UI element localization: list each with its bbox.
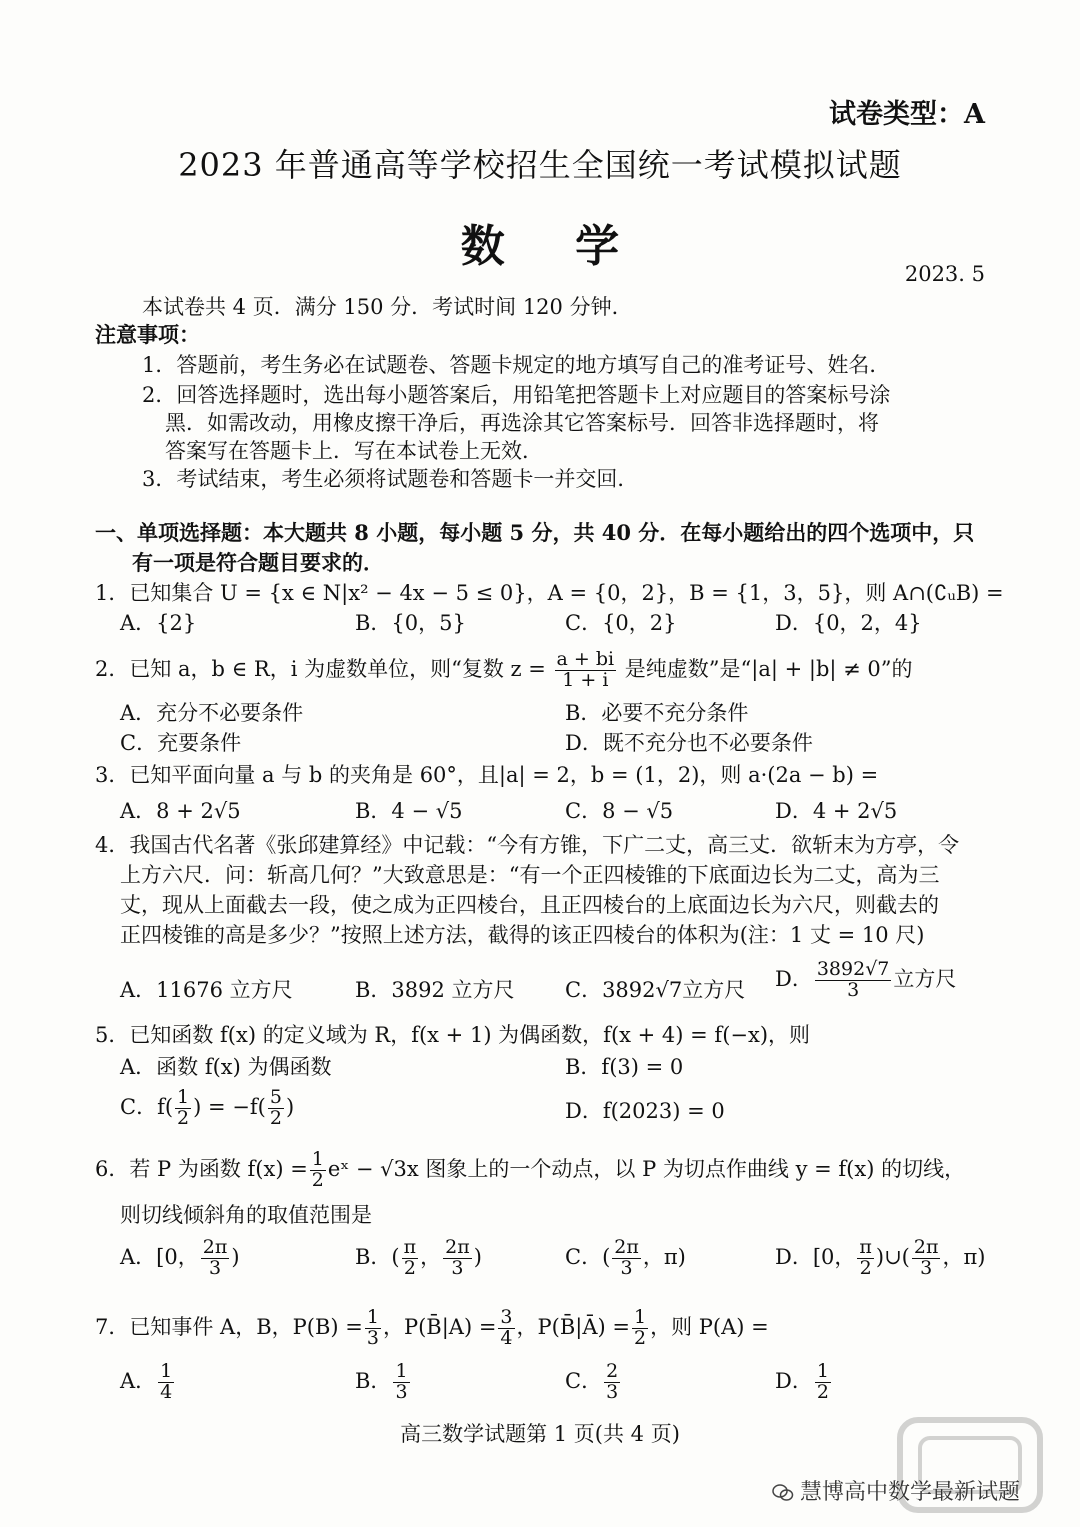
frac-denominator: 4 xyxy=(500,1326,513,1349)
frac-denominator: 1 + i xyxy=(562,668,609,691)
frac-numerator: 5 xyxy=(269,1086,282,1108)
frac-numerator: 2π xyxy=(445,1236,470,1258)
watermark-text: 慧博高中数学最新试题 xyxy=(799,1480,1020,1505)
q7-option-d xyxy=(775,1362,833,1403)
q2-fraction xyxy=(555,650,617,691)
q1-option-c: C．{0，2} xyxy=(565,611,677,635)
subject-title: 数学 xyxy=(460,221,690,272)
q2-stem-part: 是纯虚数”是“|a| + |b| ≠ 0”的 xyxy=(624,656,913,681)
question-7-stem xyxy=(95,1308,769,1349)
question-1-stem: 1．已知集合 U = {x ∈ N|x² − 4x − 5 ≤ 0}，A = {0，2}，B = {1，3，5}，则 A∩(∁ᵤB) = xyxy=(95,581,1004,605)
option-text: ) xyxy=(231,1244,240,1269)
q1-option-b: B．{0，5} xyxy=(355,611,466,635)
section-heading-cont: 有一项是符合题目要求的． xyxy=(132,550,384,575)
frac-denominator: 3 xyxy=(920,1256,933,1279)
option-text: ) xyxy=(473,1244,482,1269)
question-4-line: 丈，现从上面截去一段，使之成为正四棱台，且正四棱台的上底面边长为六尺，则截去的 xyxy=(120,893,939,917)
q6-option-a xyxy=(120,1238,240,1279)
fraction xyxy=(365,1308,381,1349)
frac-denominator: 2 xyxy=(269,1106,282,1129)
frac-numerator: 3892√7 xyxy=(816,958,890,980)
frac-numerator: 1 xyxy=(816,1360,829,1382)
fraction xyxy=(912,1238,941,1279)
q2-option-c: C．充要条件 xyxy=(120,731,242,755)
frac-denominator: 3 xyxy=(395,1380,408,1403)
note-item: 黑．如需改动，用橡皮擦干净后，再选涂其它答案标号．回答非选择题时，将 xyxy=(165,411,879,435)
frac-denominator: 2 xyxy=(816,1380,829,1403)
frac-numerator: 1 xyxy=(311,1148,324,1170)
frac-denominator: 2 xyxy=(177,1106,190,1129)
frac-numerator: 3 xyxy=(500,1306,513,1328)
q4-option-c: C．3892√7立方尺 xyxy=(565,978,746,1002)
q2-option-b: B．必要不充分条件 xyxy=(565,701,749,725)
frac-numerator: 1 xyxy=(633,1306,647,1328)
q5-option-d: D．f(2023) = 0 xyxy=(565,1099,725,1123)
question-3-stem: 3．已知平面向量 a 与 b 的夹角是 60°，且|a| = 2，b = (1，2)，则 a·(2a − b) = xyxy=(95,763,879,787)
option-label: D． xyxy=(775,1368,813,1393)
option-text: D．[0， xyxy=(775,1244,856,1269)
q2-option-d: D．既不充分也不必要条件 xyxy=(565,731,813,755)
q6-option-c xyxy=(565,1238,686,1279)
option-unit: 立方尺 xyxy=(893,966,957,991)
note-item: 2．回答选择题时，选出每小题答案后，用铅笔把答题卡上对应题目的答案标号涂 xyxy=(142,383,891,407)
option-text: C．f( xyxy=(120,1094,174,1119)
frac-numerator: 1 xyxy=(160,1360,173,1382)
frac-numerator: 1 xyxy=(395,1360,408,1382)
q6-option-d xyxy=(775,1238,985,1279)
question-6-line2: 则切线倾斜角的取值范围是 xyxy=(120,1203,372,1227)
fraction xyxy=(857,1238,874,1279)
note-item: 答案写在答题卡上．写在本试卷上无效． xyxy=(165,439,543,463)
option-text: C．( xyxy=(565,1244,611,1269)
frac-numerator: 1 xyxy=(177,1086,190,1108)
question-2-stem xyxy=(95,650,913,691)
frac-denominator: 3 xyxy=(847,978,860,1001)
q1-option-d: D．{0，2，4} xyxy=(775,611,922,635)
q5-option-b: B．f(3) = 0 xyxy=(565,1055,684,1079)
question-4-line: 4．我国古代名著《张邱建算经》中记载：“今有方锥，下广二丈，高三丈．欲斩末为方亭，令 xyxy=(95,833,960,857)
frac-denominator: 2 xyxy=(859,1256,872,1279)
option-text: ) = −f( xyxy=(193,1094,266,1119)
paper-type: 试卷类型：A xyxy=(829,99,985,130)
frac-numerator: π xyxy=(859,1236,872,1258)
fraction xyxy=(393,1362,409,1403)
exam-date: 2023. 5 xyxy=(904,262,985,286)
frac-numerator: a + bi xyxy=(556,648,615,670)
fraction xyxy=(498,1308,514,1349)
q4-option-d xyxy=(775,960,956,1001)
fraction xyxy=(201,1238,230,1279)
fraction xyxy=(604,1362,620,1403)
frac-denominator: 4 xyxy=(160,1380,173,1403)
q7-option-c xyxy=(565,1362,622,1403)
q4-option-a: A．11676 立方尺 xyxy=(120,978,293,1002)
option-text: ， xyxy=(420,1244,442,1269)
option-text: ，π) xyxy=(642,1244,686,1269)
frac-denominator: 2 xyxy=(403,1256,416,1279)
frac-numerator: 2π xyxy=(614,1236,639,1258)
q7-stem-part: ，则 P(A) = xyxy=(650,1314,769,1339)
q2-option-a: A．充分不必要条件 xyxy=(120,701,304,725)
fraction xyxy=(268,1088,284,1129)
frac-denominator: 2 xyxy=(633,1326,647,1349)
option-label: C． xyxy=(565,1368,603,1393)
note-item: 1．答题前，考生务必在试题卷、答题卡规定的地方填写自己的准考证号、姓名． xyxy=(142,353,891,377)
question-4-line: 正四棱锥的高是多少？”按照上述方法，截得的该正四棱台的体积为(注：1 丈 = 10 尺) xyxy=(120,923,925,947)
wechat-icon xyxy=(772,1484,794,1502)
q6-stem-part: 6．若 P 为函数 f(x) = xyxy=(95,1156,308,1181)
option-label: D． xyxy=(775,966,813,991)
watermark xyxy=(772,1475,1020,1506)
notes-heading: 注意事项： xyxy=(95,322,200,347)
frac-numerator: 1 xyxy=(366,1306,379,1328)
frac-numerator: π xyxy=(403,1236,417,1258)
q4-d-fraction xyxy=(815,960,892,1001)
frac-denominator: 3 xyxy=(606,1380,619,1403)
section-heading: 一、单项选择题：本大题共 8 小题，每小题 5 分，共 40 分．在每小题给出的四个选项中，只 xyxy=(95,520,975,545)
frac-numerator: 2π xyxy=(913,1236,939,1258)
option-label: A． xyxy=(120,1368,157,1393)
frac-denominator: 3 xyxy=(366,1326,379,1349)
q3-option-c: C．8 − √5 xyxy=(565,799,674,823)
fraction xyxy=(310,1150,326,1191)
option-text: )∪( xyxy=(875,1244,910,1269)
q5-option-c xyxy=(120,1088,294,1129)
fraction xyxy=(815,1362,831,1403)
q1-option-a: A．{2} xyxy=(120,611,197,635)
option-label: B． xyxy=(355,1368,392,1393)
fraction xyxy=(175,1088,191,1129)
frac-denominator: 3 xyxy=(451,1256,464,1279)
fraction xyxy=(612,1238,641,1279)
q3-option-a: A．8 + 2√5 xyxy=(120,799,241,823)
q5-option-a: A．函数 f(x) 为偶函数 xyxy=(120,1055,332,1079)
question-5-stem: 5．已知函数 f(x) 的定义域为 R，f(x + 1) 为偶函数，f(x + 4) = f(−x)，则 xyxy=(95,1023,811,1047)
frac-numerator: 2 xyxy=(606,1360,619,1382)
q7-stem-part: 7．已知事件 A，B，P(B) = xyxy=(95,1314,363,1339)
q4-option-b: B．3892 立方尺 xyxy=(355,978,515,1002)
option-text: A．[0， xyxy=(120,1244,199,1269)
q7-stem-part: ，P(B̄|A) = xyxy=(382,1314,497,1339)
fraction xyxy=(632,1308,648,1349)
fraction xyxy=(158,1362,174,1403)
page-footer: 高三数学试题第 1 页(共 4 页) xyxy=(400,1422,680,1446)
frac-denominator: 3 xyxy=(620,1256,633,1279)
option-text: ，π) xyxy=(942,1244,986,1269)
fraction xyxy=(443,1238,472,1279)
option-text: B．( xyxy=(355,1244,400,1269)
q7-option-b xyxy=(355,1362,412,1403)
exam-title: 2023 年普通高等学校招生全国统一考试模拟试题 xyxy=(178,146,902,184)
q7-option-a xyxy=(120,1362,176,1403)
q2-stem-part: 2．已知 a，b ∈ R，i 为虚数单位，则“复数 z = xyxy=(95,656,546,681)
q3-option-d: D．4 + 2√5 xyxy=(775,799,898,823)
option-text: ) xyxy=(285,1094,295,1119)
q7-stem-part: ，P(B̄|Ā) = xyxy=(516,1314,630,1339)
intro-text: 本试卷共 4 页．满分 150 分．考试时间 120 分钟． xyxy=(142,295,633,319)
q6-stem-part: eˣ − √3x 图象上的一个动点，以 P 为切点作曲线 y = f(x) 的切线， xyxy=(327,1156,966,1181)
q6-option-b xyxy=(355,1238,482,1279)
frac-denominator: 3 xyxy=(208,1256,222,1279)
frac-numerator: 2π xyxy=(202,1236,228,1258)
fraction xyxy=(402,1238,419,1279)
question-4-line: 上方六尺．问：斩高几何？”大致意思是：“有一个正四棱锥的下底面边长为二丈，高为三 xyxy=(120,863,940,887)
note-item: 3．考试结束，考生必须将试题卷和答题卡一并交回． xyxy=(142,467,639,491)
question-6-stem xyxy=(95,1150,965,1191)
q3-option-b: B．4 − √5 xyxy=(355,799,463,823)
frac-denominator: 2 xyxy=(311,1168,324,1191)
